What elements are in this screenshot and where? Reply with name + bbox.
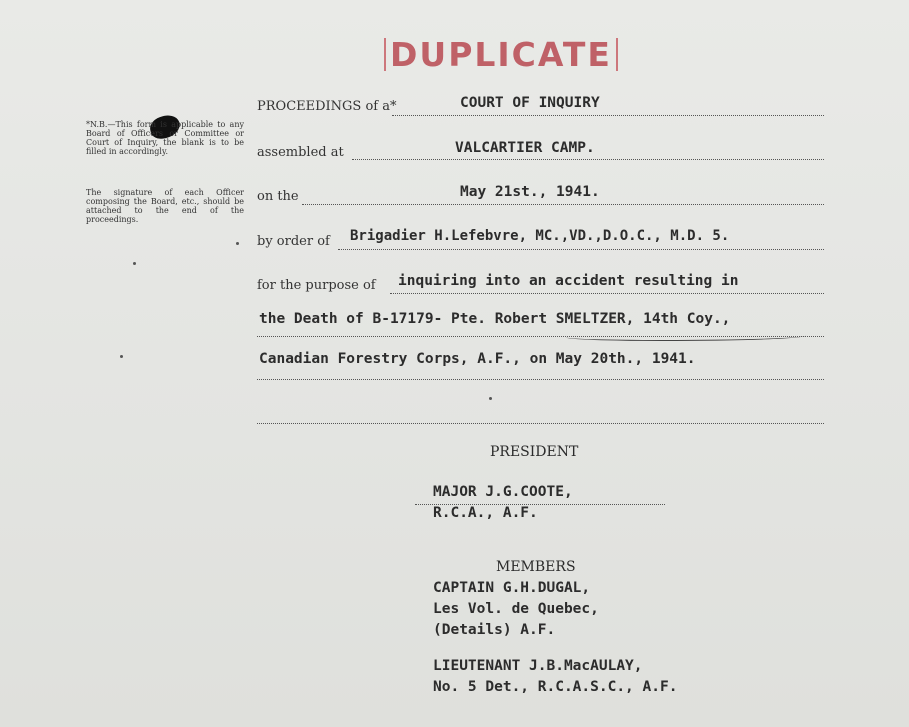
date-dotted-line	[302, 204, 824, 205]
member2-unit: No. 5 Det., R.C.A.S.C., A.F.	[433, 679, 678, 695]
by-order-value: Brigadier H.Lefebvre, MC.,VD.,D.O.C., M.D. 5.	[350, 228, 730, 244]
member1-unit-line2: (Details) A.F.	[433, 622, 556, 638]
signature-note: The signature of each Officer composing the Board, etc., should be attached to the end of the proceedings.	[86, 188, 244, 224]
member1-name: CAPTAIN G.H.DUGAL,	[433, 580, 591, 596]
date-value: May 21st., 1941.	[460, 184, 600, 200]
margin-dot	[133, 262, 136, 265]
members-heading: MEMBERS	[496, 559, 576, 575]
purpose-dotted-line-3	[257, 379, 824, 380]
president-name: MAJOR J.G.COOTE,	[433, 484, 573, 500]
proceedings-label: PROCEEDINGS of a*	[257, 99, 397, 114]
margin-dot	[489, 397, 492, 400]
proceedings-dotted-line	[392, 115, 824, 116]
proceedings-value: COURT OF INQUIRY	[460, 95, 600, 111]
purpose-value-line2: the Death of B-17179- Pte. Robert SMELTZER, 14th Coy.,	[259, 311, 731, 327]
assembled-value: VALCARTIER CAMP.	[455, 140, 595, 156]
member2-name: LIEUTENANT J.B.MacAULAY,	[433, 658, 643, 674]
by-order-label: by order of	[257, 234, 330, 249]
purpose-value-line1: inquiring into an accident resulting in	[398, 273, 739, 289]
nb-note: *N.B.—This form is applicable to any Board of Officers or Committee or Court of Inquiry, the blank is to be filled in accordingly.	[86, 120, 244, 156]
margin-dot	[236, 242, 239, 245]
president-unit: R.C.A., A.F.	[433, 505, 538, 521]
duplicate-stamp: DUPLICATE	[384, 38, 618, 71]
handwritten-underline	[566, 332, 806, 341]
purpose-label: for the purpose of	[257, 278, 376, 293]
margin-dot	[120, 355, 123, 358]
member1-unit-line1: Les Vol. de Quebec,	[433, 601, 599, 617]
blank-dotted-line	[257, 423, 824, 424]
purpose-value-line3: Canadian Forestry Corps, A.F., on May 20th., 1941.	[259, 351, 696, 367]
by-order-dotted-line	[338, 249, 824, 250]
assembled-label: assembled at	[257, 145, 344, 160]
date-label: on the	[257, 189, 299, 204]
purpose-dotted-line-1	[390, 293, 824, 294]
president-heading: PRESIDENT	[490, 444, 579, 460]
assembled-dotted-line	[352, 159, 824, 160]
